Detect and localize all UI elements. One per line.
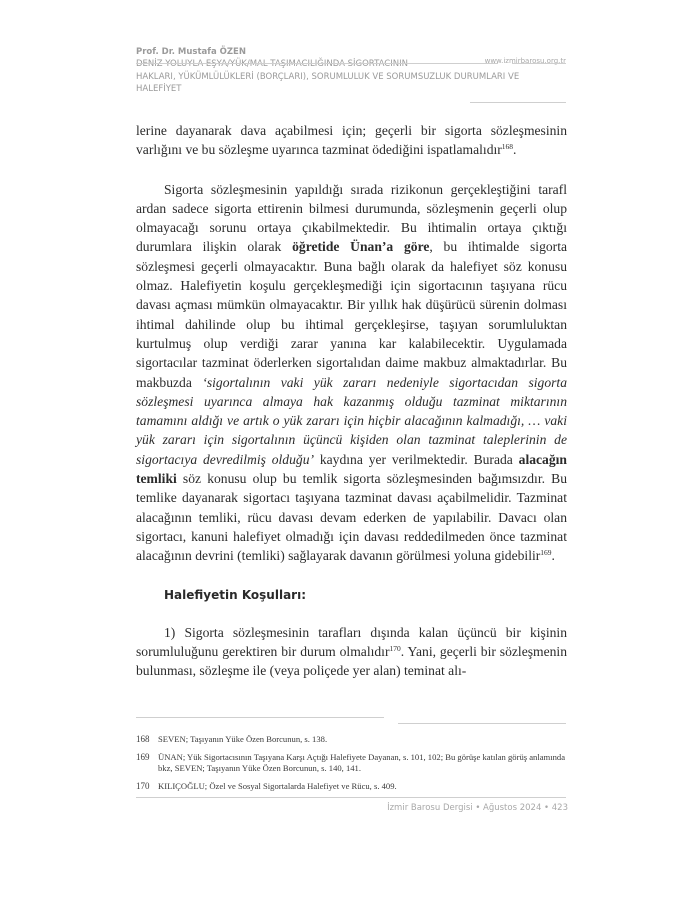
- footnote-ref-168[interactable]: 168: [501, 142, 514, 152]
- header-rule-right: [512, 63, 566, 64]
- footnote-rule-right: [398, 723, 566, 724]
- footnote-169: 169 ÜNAN; Yük Sigortacısının Taşıyana Karşı Açtığı Halefiyete Dayanan, s. 101, 102; Bu görüşe katılan görüş anlamında bkz, SEVEN; Taşıyanın Yüke Özen Borcunun, s. 140, 141.: [136, 751, 566, 773]
- footer-journal: İzmir Barosu Dergisi • Ağustos 2024 • 423: [387, 803, 568, 813]
- running-header: [136, 46, 566, 96]
- header-title-line-2: HAKLARI, YÜKÜMLÜLÜKLERİ (BORÇLARI), SORUMLULUK VE SORUMSUZLUK DURUMLARI VE: [136, 71, 520, 82]
- section-heading: Halefiyetin Koşulları:: [164, 587, 306, 602]
- header-rule: [136, 63, 498, 64]
- footnotes: [136, 734, 568, 798]
- header-author: Prof. Dr. Mustafa ÖZEN: [136, 47, 246, 57]
- footnote-ref-169[interactable]: 169: [540, 548, 552, 558]
- footnote-rule: [136, 717, 384, 718]
- footer-rule: [136, 797, 566, 798]
- footnote-170: 170 KILIÇOĞLU; Özel ve Sosyal Sigortalarda Halefiyet ve Rücu, s. 409.: [136, 780, 397, 791]
- header-title-line-3: HALEFİYET: [136, 84, 182, 94]
- footnote-168: 168 SEVEN; Taşıyanın Yüke Özen Borcunun, s. 138.: [136, 734, 328, 744]
- paragraph-2: Sigorta sözleşmesinin yapıldığı sırada rizikonun gerçekleştiğini tarafl ardan sadece sigorta ettirenin bilmesi durumunda, sözleşmenin geçerli olup olmayacağı sorunu ortaya çıkabilmektedir. Bu ihtimalin ortaya çıktığı durumlara ilişkin olarak öğretide Ünan’a göre, bu ihtimalde sigorta sözleşmesi geçerli olmayacaktır. Buna bağlı olarak da halefiyet söz konusu olmaz. Halefiyetin koşulu gerçekleşmediği için sigortacının taşıyana rücu davası açması mümkün olmayacaktır. Bir yıllık hak düşürücü sürenin dolması ihtimal dahilinde olup bu ihtimal gerçekleşirse, taşıyan sorumluluktan kurtulmuş olup verdiği zarar yanına kar kalabilecektir. Uygulamada sigortacılar tazminat öderlerken sigortalıdan daime makbuz almaktadırlar. Bu makbuzda ‘sigortalının vaki yük zararı nedeniyle sigortacıdan sigorta sözleşmesi uyarınca almaya hak kazanmış olduğu tazminat miktarının tamamını aldığı ve artık o yük zararı için hiçbir alacağının kalmadığı, … vaki yük zararı için sigortalının üçüncü kişiden olan tazminat taleplerinin de sigortacıya devredilmiş olduğu’ kaydına yer verilmektedir. Burada alacağın temliki söz konusu olup bu temlik sigorta sözleşmesinden bağımsızdır. Bu temlike dayanarak sigortacı taşıyana tazminat davası açabilmelidir. Tazminat alacağının temliki, rücu davası devam ederken de yapılabilir. Davacı olan sigortacı, kanuni halefiyet olmadığı için davası reddedilmeden önce tazminat alacağının devrini (temliki) sağlayarak davanın görülmesi yoluna gidebilir$^{169}$.: [136, 181, 568, 564]
- main-text: [136, 121, 567, 681]
- paragraph-1: lerine dayanarak dava açabilmesi için; geçerli bir sigorta sözleşmesinin varlığını ve bu sözleşme uyarınca tazminat ödediğini ispatlamalıdır$^{168}$.: [136, 123, 567, 158]
- italic-quote: ‘sigortalının vaki yük zararı nedeniyle sigortacıdan sigorta sözleşmesi uyarınca almaya hak kazanmış olduğu tazminat miktarının tamamını aldığı ve artık o yük zararı için hiçbir alacağının kalmadığı, … vaki yük zararı için sigortalının üçüncü kişiden olan tazminat taleplerinin de sigortacıya devredilmiş olduğu’: [136, 374, 567, 467]
- footnote-ref-170[interactable]: 170: [389, 644, 401, 654]
- header-website[interactable]: www.izmirbarosu.org.tr: [484, 57, 566, 65]
- paragraph-3: 1) Sigorta sözleşmesinin tarafları dışında kalan üçüncü bir kişinin sorumluluğunu gerektiren bir durum olmalıdır$^{170}$. Yani, geçerli bir sözleşmenin bulunması, sözleşme ile (veya poliçede yer alan) teminat alı-: [136, 624, 567, 679]
- header-rule-lower: [470, 102, 566, 103]
- bold-phrase-ogretide: öğretide Ünan’a göre: [292, 239, 430, 255]
- bold-phrase-alacagin-temliki: alacağın temliki: [136, 451, 567, 487]
- header-title-line-1: DENİZ YOLUYLA EŞYA/YÜK/MAL TAŞIMACILIĞINDA SİGORTACININ: [136, 59, 408, 69]
